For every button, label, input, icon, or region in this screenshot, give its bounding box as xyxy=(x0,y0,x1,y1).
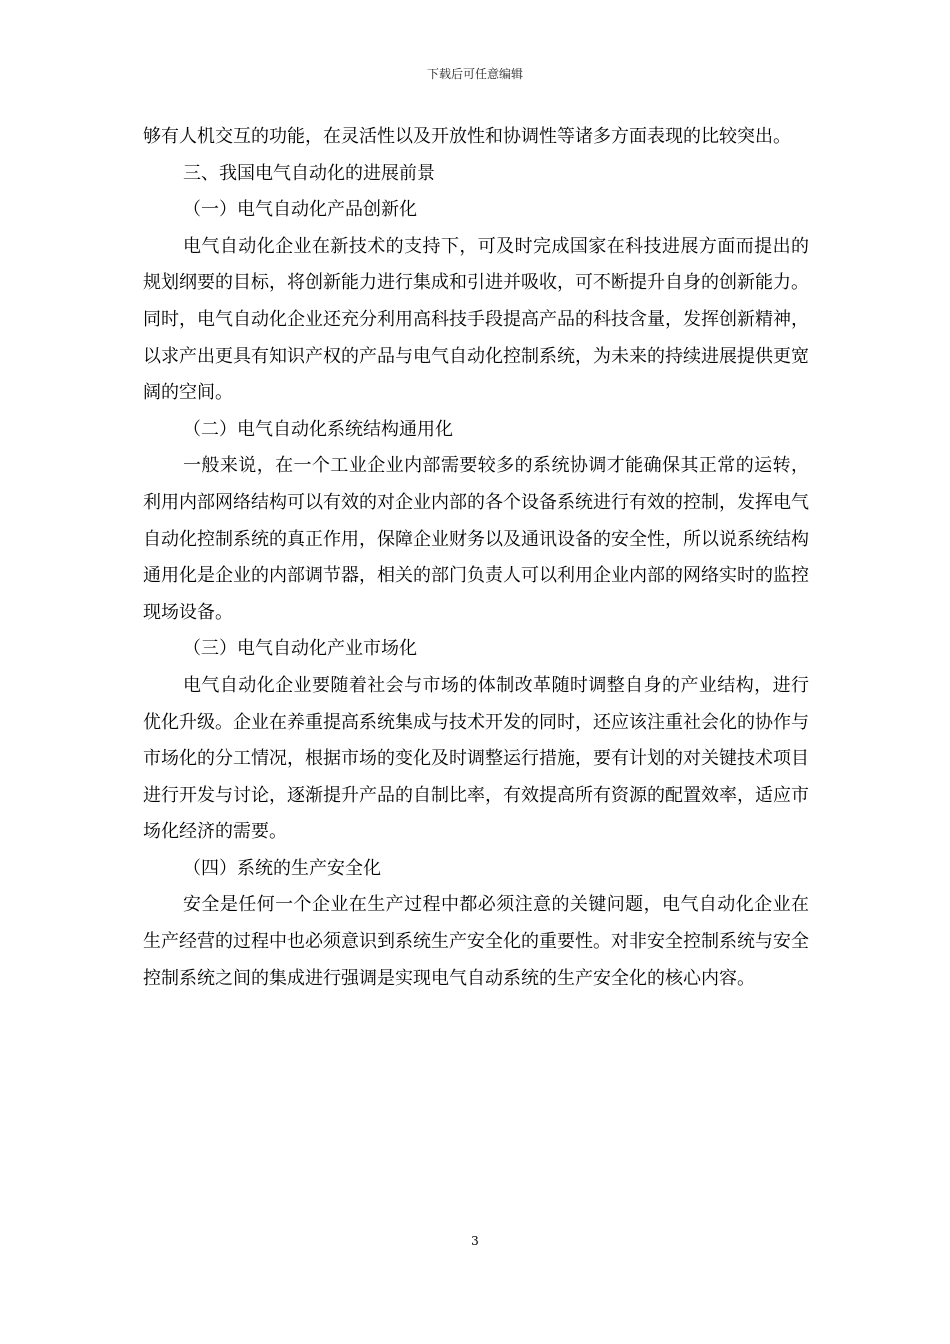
section-heading-outlook: 三、我国电气自动化的进展前景 xyxy=(183,162,435,184)
subsection-heading-3: （三）电气自动化产业市场化 xyxy=(183,638,417,660)
body-paragraph: 电气自动化企业在新技术的支持下，可及时完成国家在科技进展方面而提出的规划纲要的目标，将创新能力进行集成和引进并吸收，可不断提升自身的创新能力。同时，电气自动化企业还充分利用高科技手段提高产品的科技含量，发挥创新精神，以求产出更具有知识产权的产品与电气自动化控制系统，为未来的持续进展提供更宽阔的空间。 xyxy=(143,235,809,404)
document-body xyxy=(143,119,809,997)
page-number: 3 xyxy=(471,1234,479,1248)
subsection-heading-2: （二）电气自动化系统结构通用化 xyxy=(183,418,453,440)
body-paragraph: 一般来说，在一个工业企业内部需要较多的系统协调才能确保其正常的运转，利用内部网络结构可以有效的对企业内部的各个设备系统进行有效的控制，发挥电气自动化控制系统的真正作用，保障企业财务以及通讯设备的安全性，所以说系统结构通用化是企业的内部调节器，相关的部门负责人可以利用企业内部的网络实时的监控现场设备。 xyxy=(143,455,809,623)
body-paragraph-continuation: 够有人机交互的功能，在灵活性以及开放性和协调性等诸多方面表现的比较突出。 xyxy=(143,126,791,147)
header-note: 下载后可任意编辑 xyxy=(426,67,523,81)
body-paragraph: 电气自动化企业要随着社会与市场的体制改革随时调整自身的产业结构，进行优化升级。企业在养重提高系统集成与技术开发的同时，还应该注重社会化的协作与市场化的分工情况，根据市场的变化及时调整运行措施，要有计划的对关键技术项目进行开发与讨论，逐渐提升产品的自制比率，有效提高所有资源的配置效率，适应市场化经济的需要。 xyxy=(143,674,809,843)
subsection-heading-4: （四）系统的生产安全化 xyxy=(183,857,381,879)
body-paragraph: 安全是任何一个企业在生产过程中都必须注意的关键问题，电气自动化企业在生产经营的过程中也必须意识到系统生产安全化的重要性。对非安全控制系统与安全控制系统之间的集成进行强调是实现电气自动系统的生产安全化的核心内容。 xyxy=(143,894,809,989)
subsection-heading-1: （一）电气自动化产品创新化 xyxy=(183,199,417,221)
